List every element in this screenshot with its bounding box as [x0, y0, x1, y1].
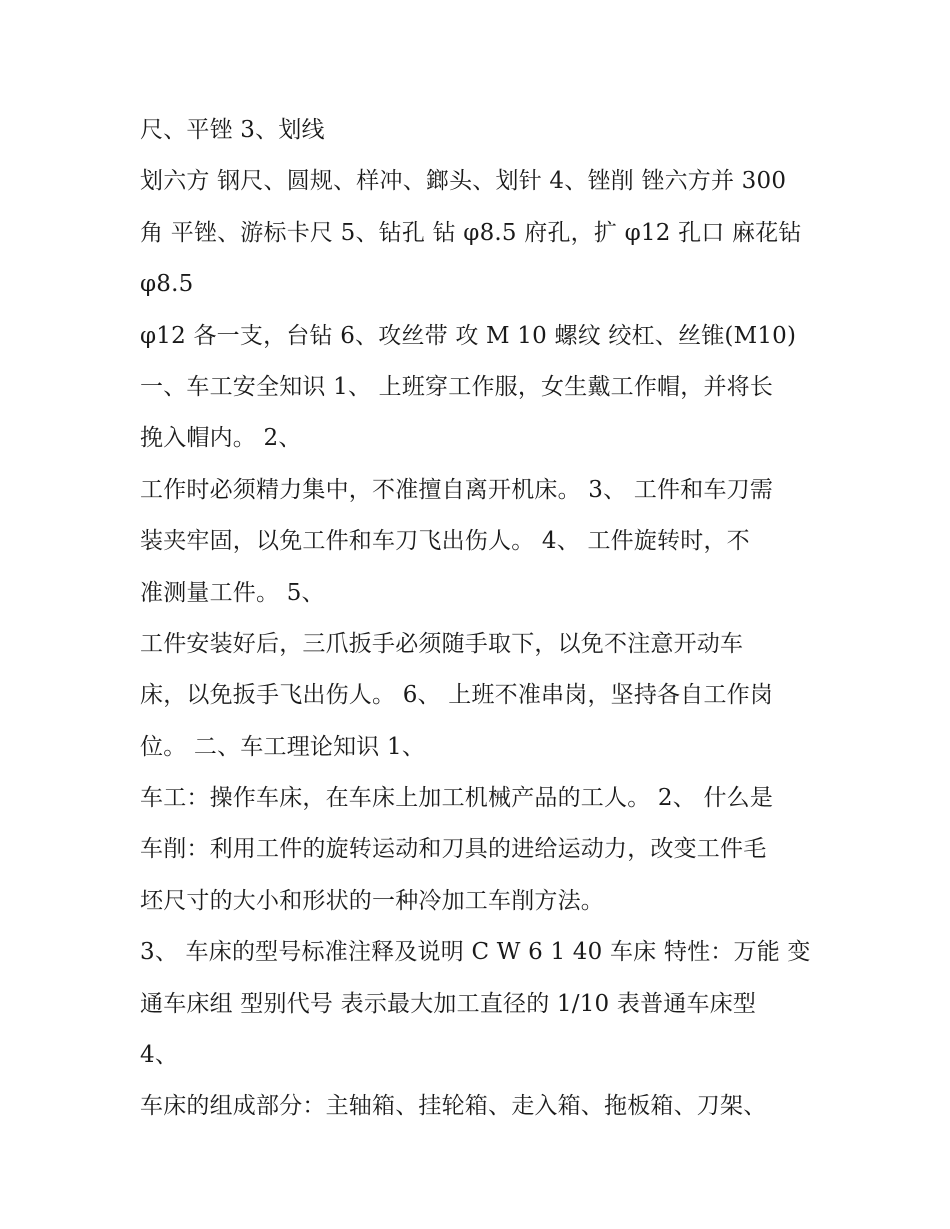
text-line: 通车床组 型别代号 表示最大加工直径的 1/10 表普通车床型: [140, 990, 757, 1017]
text-line: 角 平锉、游标卡尺 5、钻孔 钻 φ8.5 府孔，扩 φ12 孔口 麻花钻: [140, 219, 802, 246]
text-line: 3、 车床的型号标准注释及说明 C W 6 1 40 车床 特性：万能 变: [140, 939, 811, 966]
text-line: 位。 二、车工理论知识 1、: [140, 733, 426, 760]
text-line: φ12 各一支，台钻 6、攻丝带 攻 M 10 螺纹 绞杠、丝锥(M10): [140, 322, 797, 349]
text-line: 4、: [140, 1042, 179, 1069]
text-line: 尺、平锉 3、划线: [140, 117, 325, 143]
text-line: 划六方 钢尺、圆规、样冲、鎯头、划针 4、锉削 锉六方并 300: [140, 168, 787, 195]
text-line: 准测量工件。 5、: [140, 579, 325, 606]
text-line: 车工：操作车床，在车床上加工机械产品的工人。 2、 什么是: [140, 785, 774, 812]
document-body: [140, 108, 820, 1136]
text-line: 车床的组成部分：主轴箱、挂轮箱、走入箱、拖板箱、刀架、: [140, 1093, 767, 1120]
text-line: 车削：利用工件的旋转运动和刀具的进给运动力，改变工件毛: [140, 836, 767, 863]
text-line: 一、车工安全知识 1、 上班穿工作服，女生戴工作帽，并将长: [140, 373, 774, 400]
text-line: 装夹牢固，以免工件和车刀飞出伤人。 4、 工件旋转时，不: [140, 528, 750, 555]
text-line: 挽入帽内。 2、: [140, 425, 302, 452]
text-line: 工作时必须精力集中，不准擅自离开机床。 3、 工件和车刀需: [140, 476, 774, 503]
text-line: φ8.5: [140, 271, 194, 298]
text-line: 工件安装好后，三爪扳手必须随手取下，以免不注意开动车: [140, 630, 744, 657]
text-line: 坯尺寸的大小和形状的一种冷加工车削方法。: [140, 887, 604, 914]
text-line: 床，以免扳手飞出伤人。 6、 上班不准串岗，坚持各自工作岗: [140, 682, 774, 709]
